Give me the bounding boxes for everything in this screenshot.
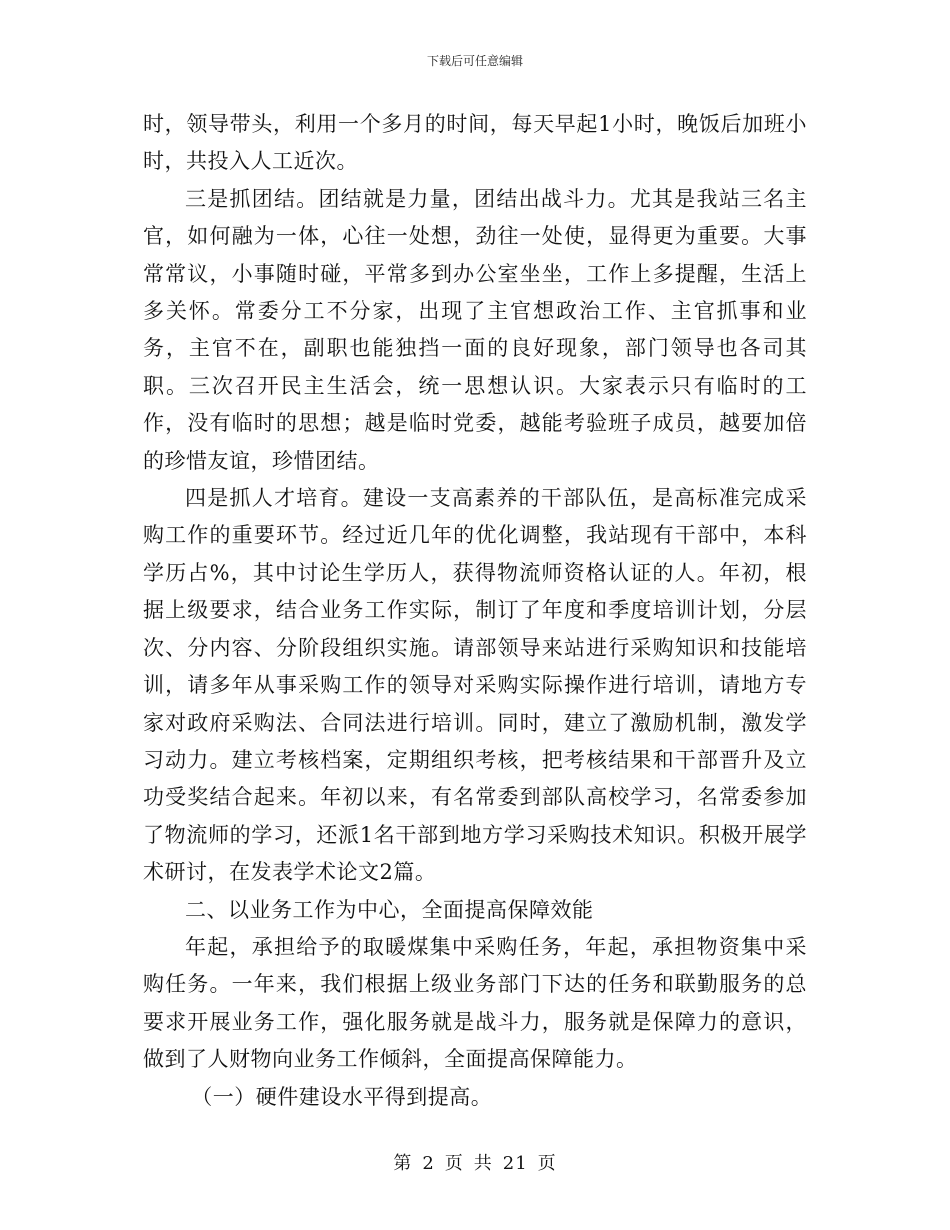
footer-current-page: 2: [422, 1153, 435, 1174]
page-footer: [0, 1152, 950, 1176]
footer-total-pages: 21: [502, 1153, 528, 1174]
paragraph-unity: 三是抓团结。团结就是力量，团结出战斗力。尤其是我站三名主官，如何融为一体，心往一处想，劲往一处使，显得更为重要。大事常常议，小事随时碰，平常多到办公室坐坐，工作上多提醒，生活上多关怀。常委分工不分家，出现了主官想政治工作、主官抓事和业务，主官不在，副职也能独挡一面的良好现象，部门领导也各司其职。三次召开民主生活会，统一思想认识。大家表示只有临时的工作，没有临时的思想；越是临时党委，越能考验班子成员，越要加倍的珍惜友谊，珍惜团结。: [143, 186, 807, 473]
page-header: [0, 53, 950, 69]
subsection-heading: （一）硬件建设水平得到提高。: [191, 1084, 493, 1109]
header-text: 下载后可任意编辑: [426, 54, 523, 68]
paragraph-procurement-tasks: 年起，承担给予的取暖煤集中采购任务，年起，承担物资集中采购任务。一年来，我们根据上级业务部门下达的任务和联勤服务的总要求开展业务工作，强化服务就是战斗力，服务就是保障力的意识，做到了人财物向业务工作倾斜，全面提高保障能力。: [143, 934, 807, 1072]
footer-label-page: 第: [393, 1153, 413, 1174]
footer-label-end: 页: [537, 1153, 557, 1174]
paragraph-talent-training: 四是抓人才培育。建设一支高素养的干部队伍，是高标准完成采购工作的重要环节。经过近几年的优化调整，我站现有干部中，本科学历占%，其中讨论生学历人，获得物流师资格认证的人。年初，根据上级要求，结合业务工作实际，制订了年度和季度培训计划，分层次、分内容、分阶段组织实施。请部领导来站进行采购知识和技能培训，请多年从事采购工作的领导对采购实际操作进行培训，请地方专家对政府采购法、合同法进行培训。同时，建立了激励机制，激发学习动力。建立考核档案，定期组织考核，把考核结果和干部晋升及立功受奖结合起来。年初以来，有名常委到部队高校学习，名常委参加了物流师的学习，还派1名干部到地方学习采购技术知识。积极开展学术研讨，在发表学术论文2篇。: [143, 486, 807, 885]
paragraph-continuation: 时，领导带头，利用一个多月的时间，每天早起1小时，晚饭后加班小时，共投入人工近次。: [143, 112, 807, 174]
section-heading: 二、以业务工作为中心，全面提高保障效能: [185, 897, 594, 922]
document-body: [143, 106, 807, 1116]
footer-label-of: 页: [444, 1153, 464, 1174]
footer-label-total: 共: [473, 1153, 493, 1174]
